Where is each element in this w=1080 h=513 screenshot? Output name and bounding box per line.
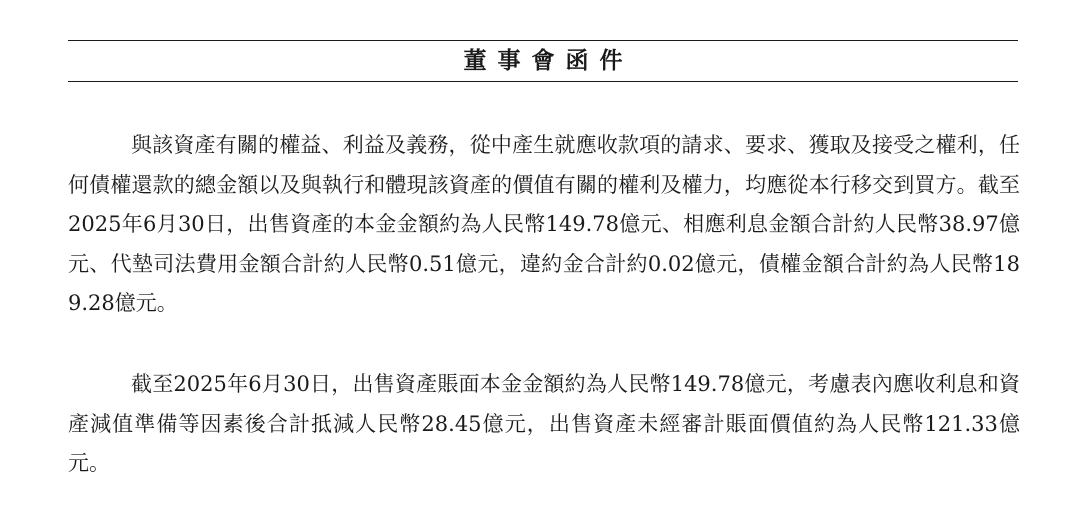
body-paragraph-1: 與該資產有關的權益、利益及義務，從中產生就應收款項的請求、要求、獲取及接受之權利，任何債權還款的總金額以及與執行和體現該資產的價值有關的權利及權力，均應從本行移交到買方。截至2025年6月30日，出售資產的本金金額約為人民幣149.78億元、相應利息金額合計約人民幣38.97億元、代墊司法費用金額合計約人民幣0.51億元，違約金合計約0.02億元，債權金額合計約為人民幣189.28億元。 [68,133,1020,315]
letter-header [68,40,1018,82]
section-title: 董事會函件 [463,47,634,74]
header-bottom-rule [68,81,1018,82]
body-paragraph-2: 截至2025年6月30日，出售資產賬面本金金額約為人民幣149.78億元，考慮表內應收利息和資產減值準備等因素後合計抵減人民幣28.45億元，出售資產未經審計賬面價值約為人民幣121.33億元。 [68,372,1020,475]
